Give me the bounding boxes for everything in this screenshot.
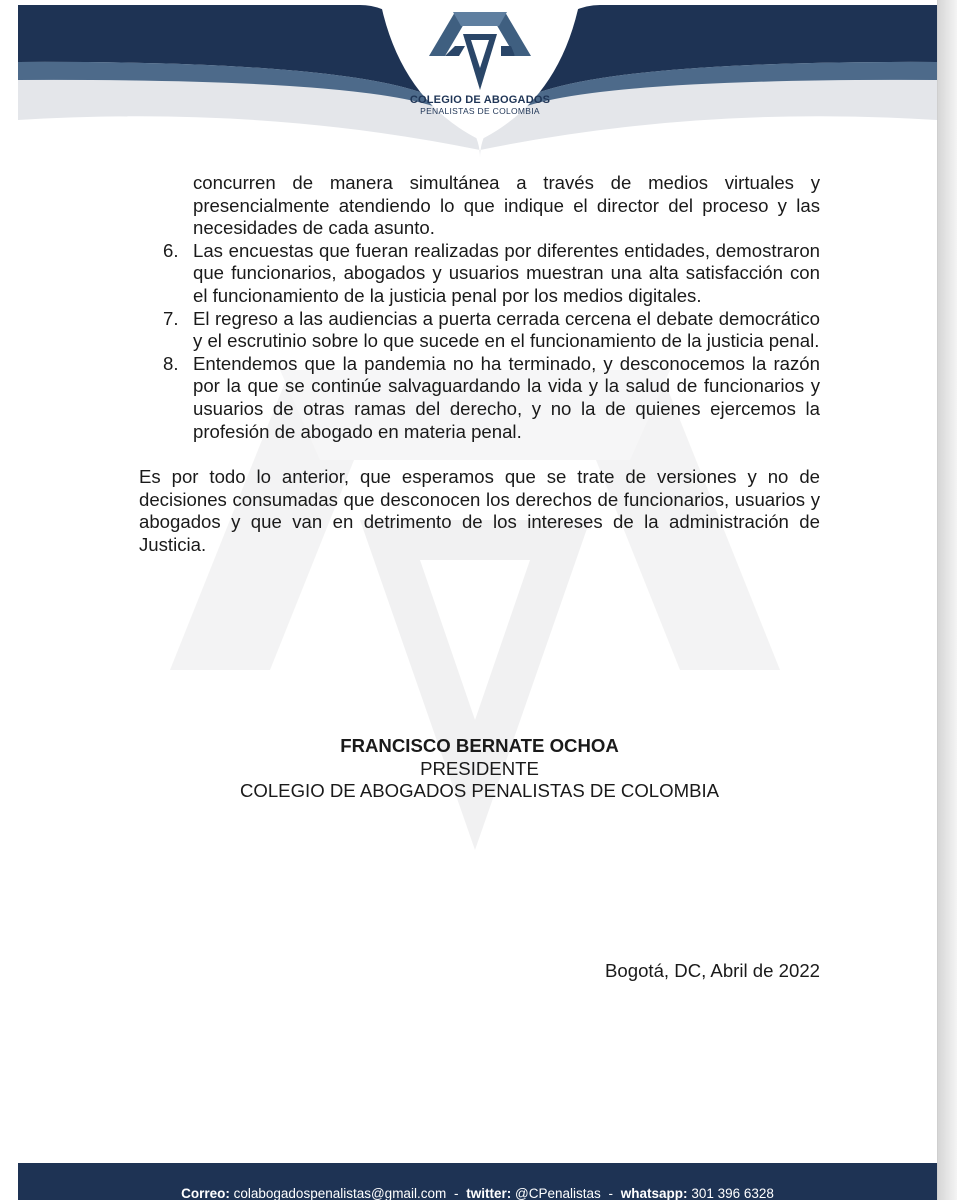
list-item: [139, 353, 820, 443]
footer-whatsapp-label: whatsapp:: [620, 1186, 688, 1200]
list-item-number: 6.: [163, 239, 179, 261]
footer-twitter[interactable]: @CPenalistas: [515, 1186, 601, 1200]
continued-paragraph: concurren de manera simultánea a través de medios virtuales y presencialmente atendiendo lo que indique el director del proceso y las necesidades de cada asunto.: [193, 172, 820, 239]
footer-contact: [181, 1186, 774, 1200]
organization-logo: [400, 6, 560, 126]
footer-email[interactable]: colabogadospenalistas@gmail.com: [233, 1186, 447, 1200]
footer-email-label: Correo:: [181, 1186, 230, 1200]
signature-block: [139, 735, 820, 803]
list-item-number: 8.: [163, 352, 179, 374]
list-item: [139, 308, 820, 353]
list-item-text: Las encuestas que fueran realizadas por diferentes entidades, demostraron que funcionarios, abogados y usuarios muestran una alta satisfacción con el funcionamiento de la justicia penal por los medios digitales.: [193, 239, 820, 306]
page-edge-shadow: [938, 0, 957, 1200]
list-item-text: Entendemos que la pandemia no ha terminado, y desconocemos la razón por la que se continúe salvaguardando la vida y la salud de funcionarios y usuarios de otras ramas del derecho, y no la de quienes ejercemos la profesión de abogado en materia penal.: [193, 352, 820, 442]
signatory-role: PRESIDENTE: [420, 757, 539, 779]
footer-separator: -: [453, 1186, 459, 1200]
numbered-list: [139, 240, 820, 443]
closing-paragraph: Es por todo lo anterior, que esperamos que se trate de versiones y no de decisiones consumadas que desconocen los derechos de funcionarios, usuarios y abogados y que van en detrimento de los intereses de la administración de Justicia.: [139, 466, 820, 555]
list-item-text: El regreso a las audiencias a puerta cerrada cercena el debate democrático y el escrutinio sobre lo que sucede en el funcionamiento de la justicia penal.: [193, 307, 820, 352]
signatory-organization: COLEGIO DE ABOGADOS PENALISTAS DE COLOMBIA: [239, 780, 720, 802]
logo-mark-icon: [425, 6, 535, 92]
footer-bar: [18, 1163, 937, 1200]
letter-date: Bogotá, DC, Abril de 2022: [605, 960, 820, 981]
list-item: [139, 240, 820, 308]
footer-separator: -: [608, 1186, 614, 1200]
list-item-number: 7.: [163, 307, 179, 329]
footer-twitter-label: twitter:: [466, 1186, 512, 1200]
letter-body: [139, 172, 820, 557]
logo-title: COLEGIO DE ABOGADOS: [409, 94, 551, 106]
footer-whatsapp[interactable]: 301 396 6328: [691, 1186, 774, 1200]
signatory-name: FRANCISCO BERNATE OCHOA: [340, 735, 619, 756]
logo-subtitle: PENALISTAS DE COLOMBIA: [420, 106, 540, 116]
